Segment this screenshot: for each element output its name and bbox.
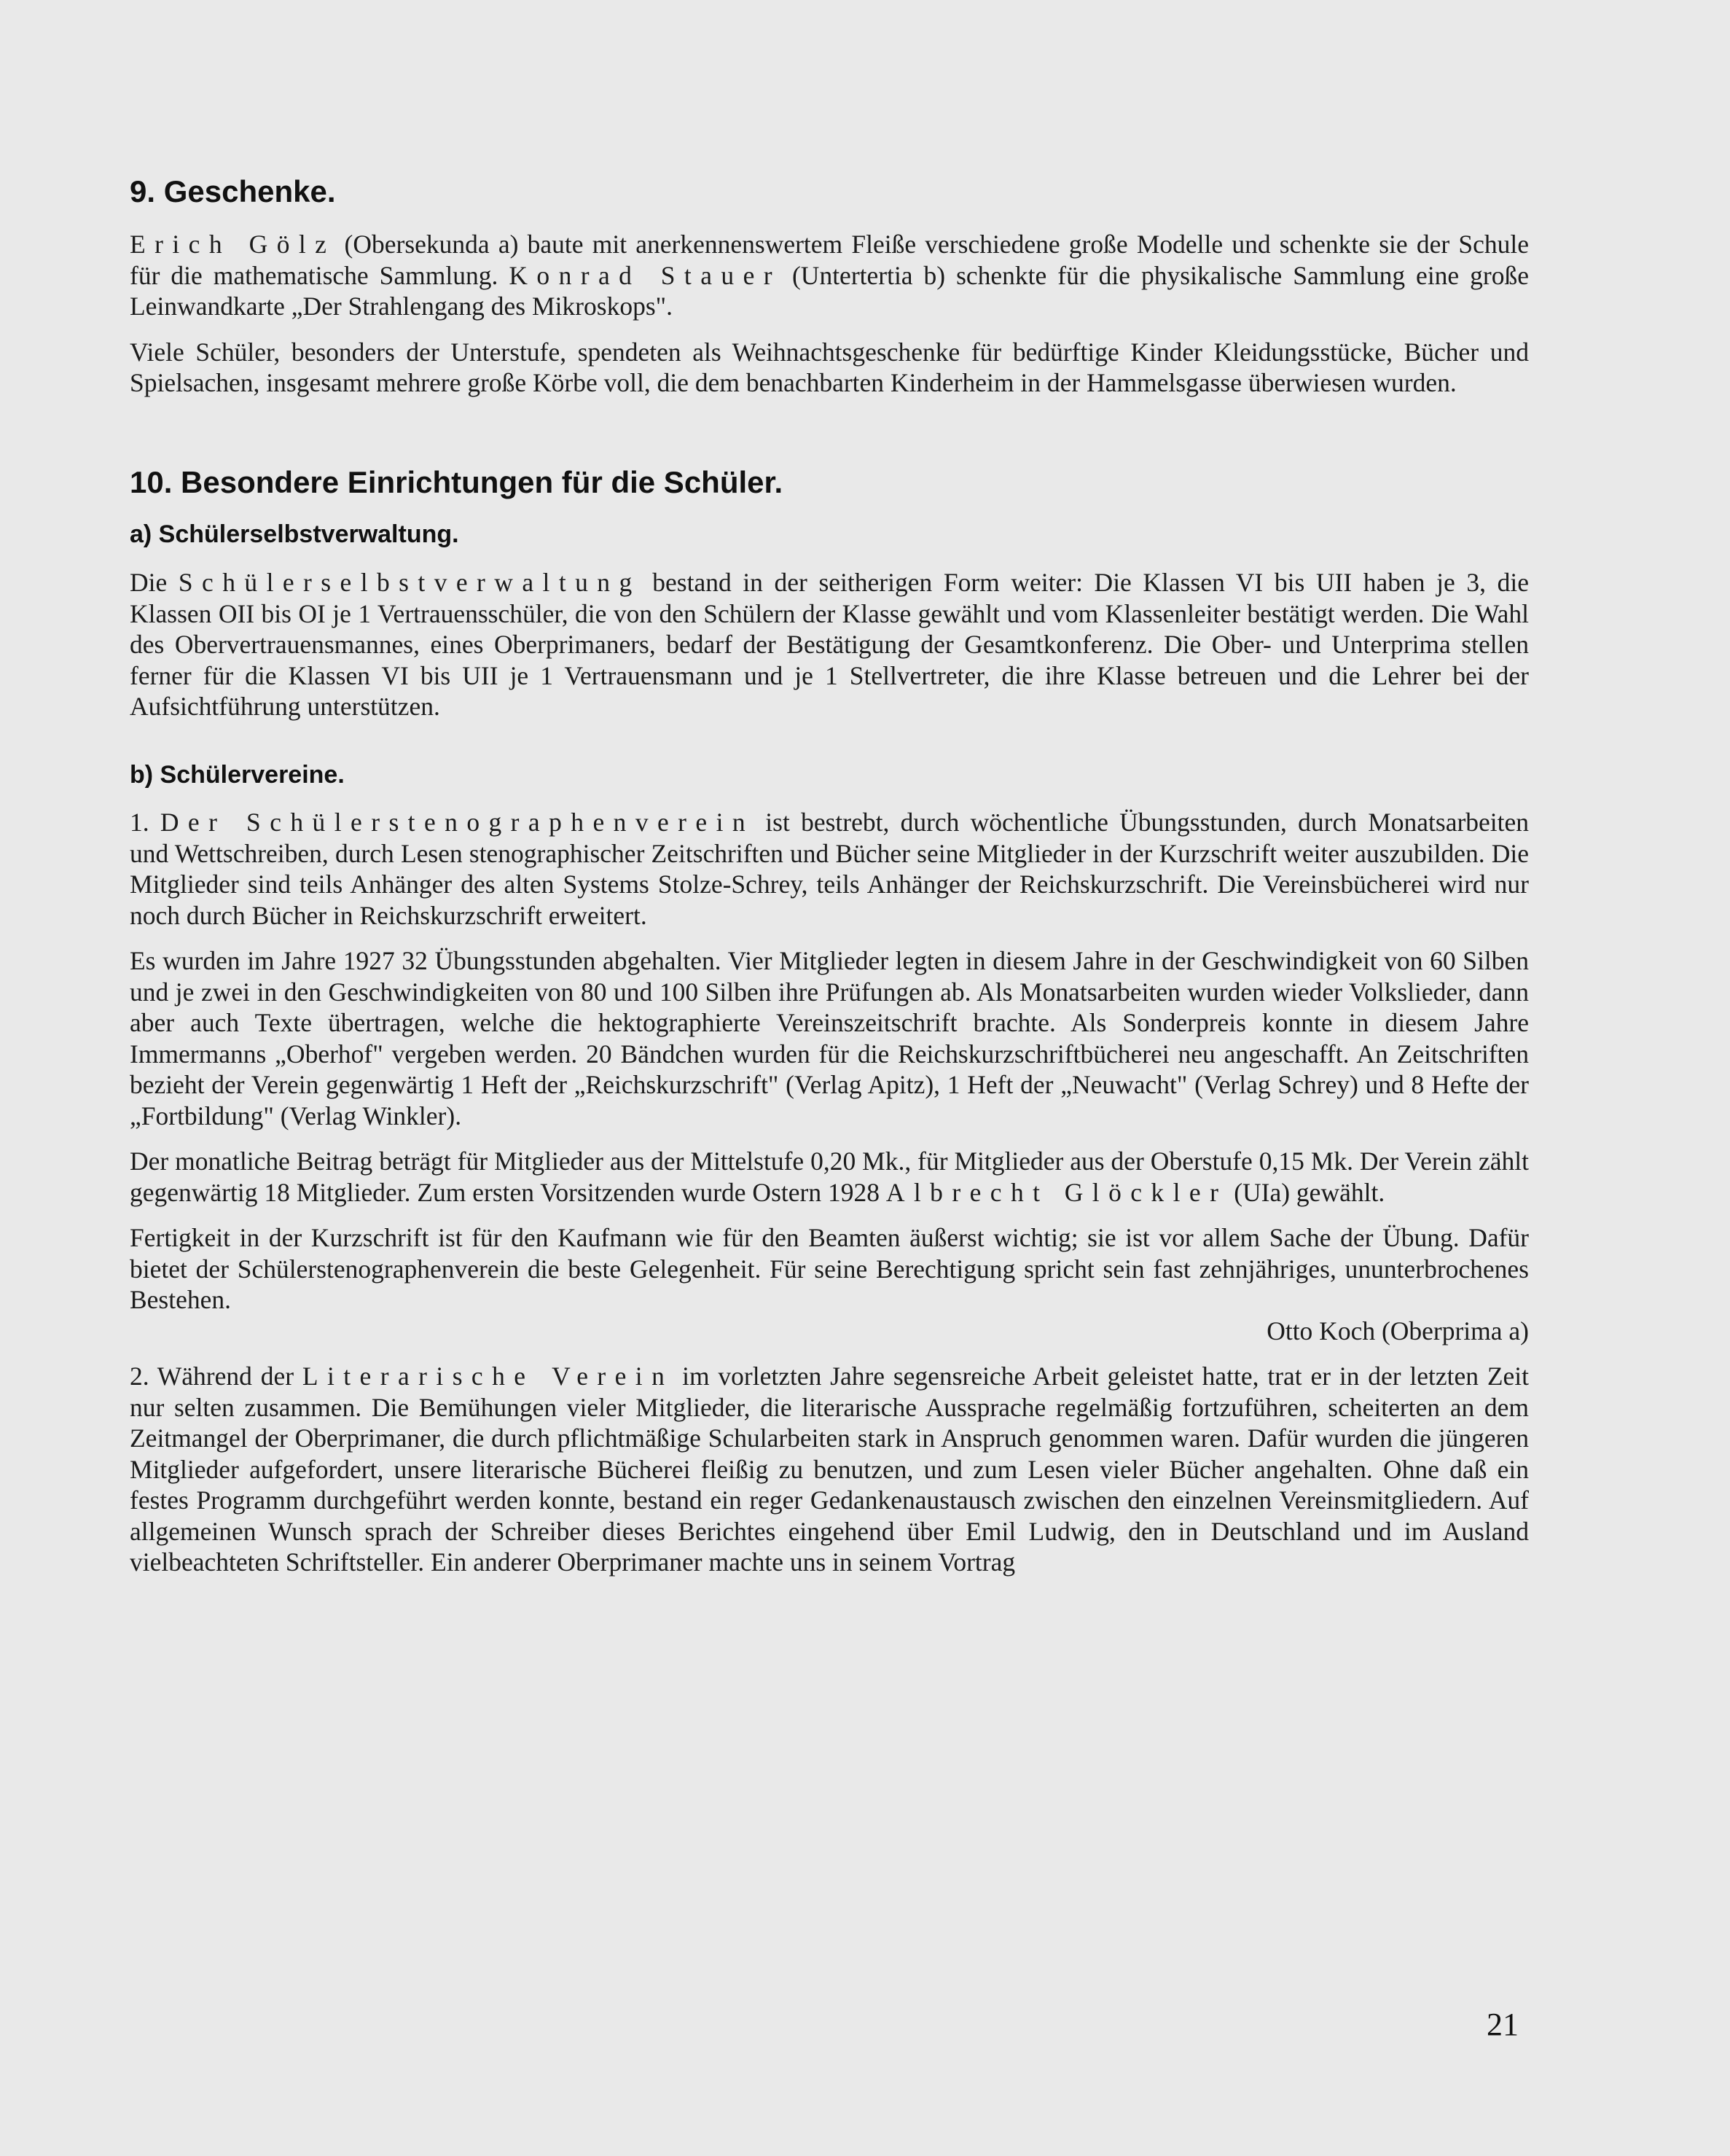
paragraph-text: ist bestrebt, durch wöchentliche Übungsstunden, durch Monatsarbeiten und Wettschreiben, durch Lesen stenographischer Zeitschriften und Bücher seine Mitglieder in der Kurzschrift weiter auszubilden. Die Mitglieder sind teils Anhänger des alten Systems Stolze-Schrey, teils Anhänger der Reichskurzschrift. Die Vereinsbücherei wird nur noch durch Bücher in Reichskurzschrift erweitert. [130,808,1530,930]
person-name: Albrecht Glöckler [885,1177,1228,1207]
paragraph-text: (Obersekunda a) baute mit anerkennenswertem Fleiße verschiedene große Modelle und schenkte sie der Schule für die mathematische Sammlung. [130,230,1529,290]
page-content [130,173,1529,1593]
paragraph-text: bestand in der seitherigen Form weiter: Die Klassen VI bis UII haben je 3, die Klassen OII bis OI je 1 Vertrauensschüler, die von den Schülern der Klasse gewählt und vom Klassenleiter bestätigt werden. Die Wahl des Obervertrauensmannes, eines Oberprimaners, bedarf der Bestätigung der Gesamtkonferenz. Die Ober- und Unterprima stellen ferner für die Klassen VI bis UII je 1 Vertrauensmann und je 1 Stellvertreter, die ihre Klasse betreuen und die Lehrer bei der Aufsichtführung unterstützen. [130,568,1529,722]
subsection-b-paragraph-4: Fertigkeit in der Kurzschrift ist für den Kaufmann wie für den Beamten äußerst wichtig; sie ist vor allem Sache der Übung. Dafür bietet der Schülerstenographenverein die beste Gelegenheit. Für seine Berechtigung spricht sein fast zehnjähriges, ununterbrochenes Bestehen. [130,1223,1529,1315]
emphasized-term: Der Schülerstenographenverein [160,808,755,837]
subsection-b-paragraph-2: Es wurden im Jahre 1927 32 Übungsstunden abgehalten. Vier Mitglieder legten in diesem Jahre in der Geschwindigkeit von 60 Silben und je zwei in den Geschwindigkeiten von 80 und 100 Silben ihre Prüfungen ab. Als Monatsarbeiten wurden wieder Volkslieder, dann aber auch Texte übertragen, welche die hektographierte Vereinszeitschrift brachte. Als Sonderpreis konnte in diesem Jahre Immermanns „Oberhof" vergeben werden. 20 Bändchen wurden für die Reichskurzschriftbücherei neu angeschafft. An Zeitschriften bezieht der Verein gegenwärtig 1 Heft der „Reichskurzschrift" (Verlag Apitz), 1 Heft der „Neuwacht" (Verlag Schrey) und 8 Hefte der „Fortbildung" (Verlag Winkler). [130,946,1529,1130]
section-10-heading: 10. Besondere Einrichtungen für die Schüler. [130,464,783,499]
subsection-b-paragraph-5 [130,1361,1529,1578]
subsection-a-heading: a) Schülerselbstverwaltung. [130,520,459,549]
person-name: Erich Gölz [130,230,336,259]
person-name: Konrad Stauer [509,260,781,290]
subsection-a-paragraph [130,567,1529,722]
subsection-b-heading: b) Schülervereine. [130,760,345,789]
author-signature: Otto Koch (Oberprima a) [1267,1316,1529,1345]
emphasized-term: Schülerselbstverwaltung [178,568,641,598]
page-number: 21 [1487,2007,1519,2042]
paragraph-text: (UIa) gewählt. [1227,1177,1385,1207]
paragraph-text: 2. Während der [130,1362,302,1391]
paragraph-text: (Untertertia b) schenkte für die physikalische Sammlung eine große Leinwandkarte „Der Strahlengang des Mikroskops". [130,260,1529,321]
section-9-paragraph-1 [130,229,1529,322]
section-9-heading: 9. Geschenke. [130,174,336,208]
section-spacer [130,413,1529,464]
subsection-spacer [130,737,1529,760]
paragraph-text: im vorletzten Jahre segensreiche Arbeit geleistet hatte, trat er in der letzten Zeit nur selten zusammen. Die Bemühungen vieler Mitglieder, die literarische Aussprache regelmäßig fortzuführen, scheiterten an dem Zeitmangel der Oberprimaner, die durch pflichtmäßige Schularbeiten stark in Anspruch genommen waren. Dafür wurden die jüngeren Mitglieder aufgefordert, unsere literarische Bücherei fleißig zu benutzen, und zum Lesen vieler Bücher angehalten. Ohne daß ein festes Programm durchgeführt werden konnte, bestand ein reger Gedankenaustausch zwischen den einzelnen Vereinsmitgliedern. Auf allgemeinen Wunsch sprach der Schreiber dieses Berichtes eingehend über Emil Ludwig, den in Deutschland und im Ausland vielbeachteten Schriftsteller. Ein anderer Oberprimaner machte uns in seinem Vortrag [130,1362,1530,1577]
paragraph-text: Der monatliche Beitrag beträgt für Mitglieder aus der Mittelstufe 0,20 Mk., für Mitglieder aus der Oberstufe 0,15 Mk. Der Verein zählt gegenwärtig 18 Mitglieder. Zum ersten Vorsitzenden wurde Ostern 1928 [130,1147,1529,1207]
subsection-b-paragraph-1 [130,807,1529,931]
emphasized-term: Literarische Verein [302,1362,674,1391]
subsection-b-paragraph-3 [130,1146,1529,1208]
paragraph-text: 1. [130,808,160,837]
paragraph-text: Die [130,568,179,598]
section-9-paragraph-2: Viele Schüler, besonders der Unterstufe, spendeten als Weihnachtsgeschenke für bedürftige Kinder Kleidungsstücke, Bücher und Spielsachen, insgesamt mehrere große Körbe voll, die dem benachbarten Kinderheim in der Hammelsgasse überwiesen wurden. [130,337,1529,398]
